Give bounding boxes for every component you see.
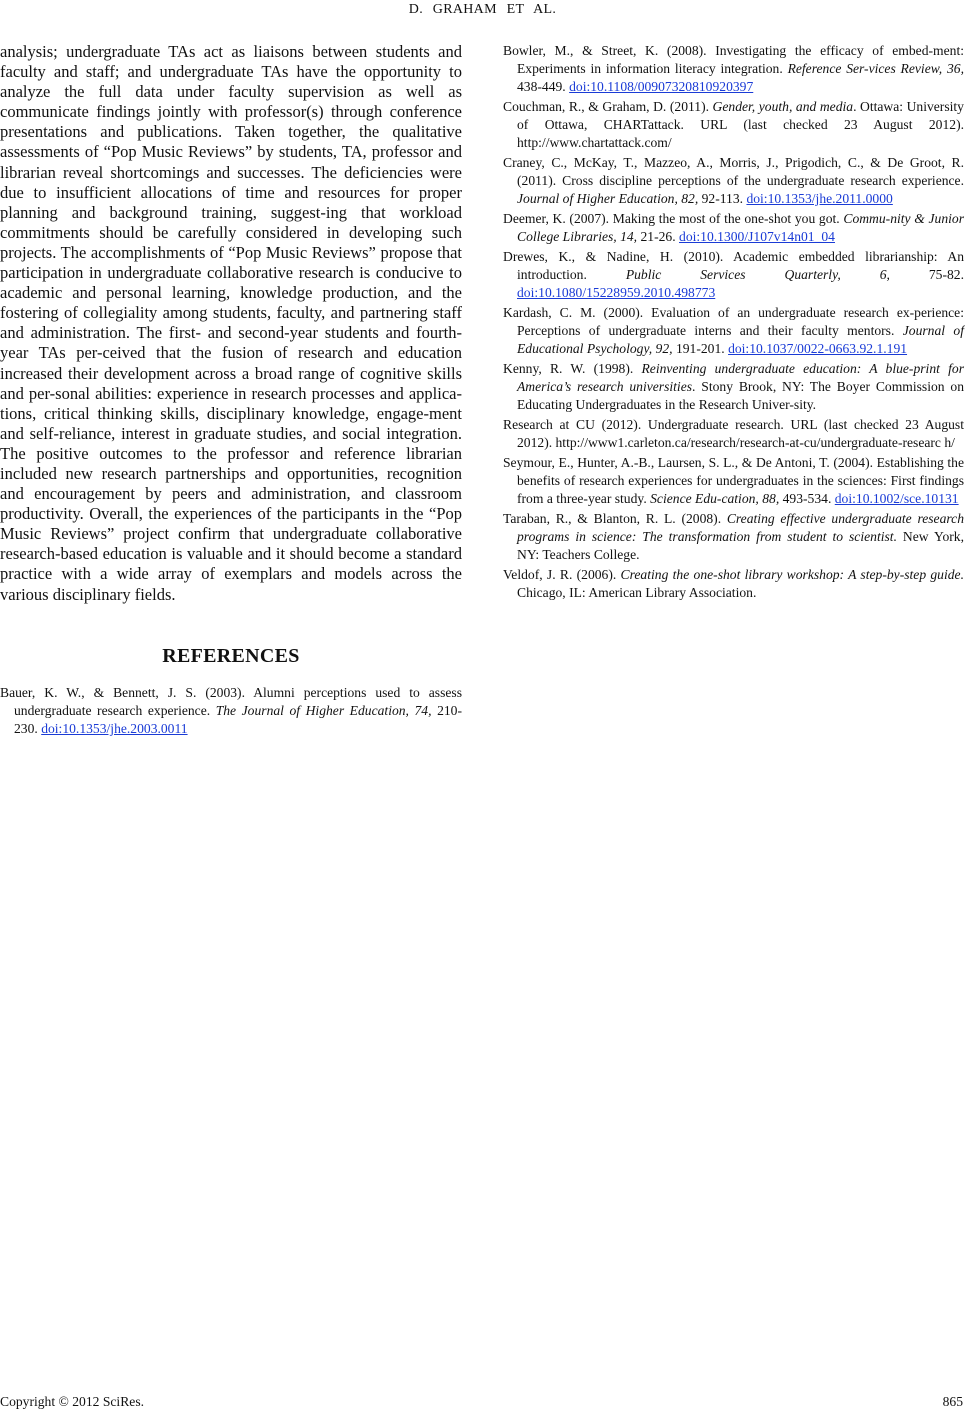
doi-link[interactable]: doi:10.1353/jhe.2011.0000 [746, 191, 893, 206]
reference-source: Commu-nity & Junior College Libraries, 14, [517, 211, 964, 244]
reference-source: Creating the one-shot library workshop: A step-by-step guide. [620, 567, 964, 582]
references-list-right [503, 42, 964, 602]
doi-link[interactable]: doi:10.1037/0022-0663.92.1.191 [728, 341, 908, 356]
reference-text: Kenny, R. W. (1998). [503, 361, 642, 376]
reference-entry [503, 416, 964, 452]
doi-link[interactable]: doi:10.1002/sce.10131 [834, 491, 959, 506]
reference-text: Seymour, E., Hunter, A.-B., Laursen, S. L., & De Antoni, T. (2004). Establishing the benefits of research experiences for undergraduates in the sciences: First findings from a three-year study. [503, 455, 964, 506]
reference-text: Craney, C., McKay, T., Mazzeo, A., Morris, J., Prigodich, C., & De Groot, R. (2011). Cross discipline perceptions of the undergraduate research experience. [503, 155, 964, 188]
doi-link[interactable]: doi:10.1080/15228959.2010.498773 [517, 285, 716, 300]
reference-entry [503, 98, 964, 152]
reference-text: Veldof, J. R. (2006). [503, 567, 621, 582]
reference-source: The Journal of Higher Education, 74, [215, 702, 432, 718]
reference-text: 92-113. [698, 191, 747, 206]
reference-text: . Ottawa: University of Ottawa, CHARTattack. URL (last checked 23 August 2012). http://www.chartattack.com/ [517, 99, 964, 150]
reference-entry [503, 42, 964, 96]
reference-source: Journal of Higher Education, 82, [517, 191, 699, 206]
reference-text: Taraban, R., & Blanton, R. L. (2008). [503, 511, 727, 526]
reference-entry [503, 454, 964, 508]
right-column [503, 42, 964, 604]
reference-text: Deemer, K. (2007). Making the most of the one-shot you got. [503, 211, 844, 226]
reference-source: Creating effective undergraduate research programs in science: The transformation from student to scientist. [517, 511, 964, 544]
left-column [0, 42, 462, 740]
reference-text: 21-26. [637, 229, 680, 244]
copyright-footer: Copyright © 2012 SciRes. [0, 1394, 145, 1409]
body-paragraph: analysis; undergraduate TAs act as liaisons between students and faculty and staff; and undergraduate TAs have the opportunity to analyze the full data under faculty supervision as well as communicate findings jointly with professor(s) through conference presentations and publications. Taken together, the qualitative assessments of “Pop Music Reviews” by students, TA, professor and librarian reveal shortcomings and successes. The deficiencies were due to insufficient allocations of time and resources for proper planning and background training, suggest-ing that workload commitments should be carefully considered in developing such projects. The accomplishments of “Pop Music Reviews” propose that participation in undergraduate collaborative research is conducive to academic and personal learning, knowledge production, and the fostering of collegiality among students, faculty, and partnering staff and administration. The first- and second-year students and fourth-year TAs per-ceived that the fusion of research and education increased their development across a broad range of cognitive skills and per-sonal abilities: experience in research processes and applica-tions, critical thinking skills, disciplinary knowledge, engage-ment and self-reliance, interest in graduate studies, and social integration. The positive outcomes to the professor and reference librarian included new research partnerships and opportunities, recognition and encouragement by peers and administration, and classroom productivity. Overall, the experiences of the participants in the “Pop Music Reviews” project confirm that undergraduate collaborative research-based education is valuable and it should become a standard practice with a wide array of exemplars and models across the various disciplinary fields. [0, 42, 462, 604]
doi-link[interactable]: doi:10.1300/J107v14n01_04 [679, 229, 835, 244]
reference-text: Bowler, M., & Street, K. (2008). Investigating the efficacy of embed-ment: Experiments in information literacy integration. [503, 43, 964, 76]
reference-source: Science Edu-cation, 88, [650, 491, 780, 506]
reference-entry [503, 360, 964, 414]
reference-entry [503, 566, 964, 602]
reference-text: Kardash, C. M. (2000). Evaluation of an undergraduate research ex-perience: Perceptions of undergraduate interns and their faculty mentors. [503, 305, 964, 338]
running-header: D. GRAHAM ET AL. [408, 2, 557, 17]
reference-entry [503, 304, 964, 358]
reference-text: Research at CU (2012). Undergraduate research. URL (last checked 23 August 2012). http://www1.carleton.ca/research/research-at-cu/undergraduate-researc h/ [503, 417, 964, 450]
reference-text: Drewes, K., & Nadine, H. (2010). Academic embedded librarianship: An introduction. [503, 249, 964, 282]
reference-text: 210-230. [14, 702, 462, 736]
reference-text: 438-449. [517, 79, 570, 94]
reference-source: Reference Ser-vices Review, 36, [787, 61, 964, 76]
reference-source: Gender, youth, and media [712, 99, 854, 114]
reference-entry [503, 154, 964, 208]
reference-source: Reinventing undergraduate education: A blue-print for America’s research universities [517, 361, 964, 394]
reference-text: 75-82. [889, 267, 964, 282]
reference-text: 191-201. [672, 341, 729, 356]
reference-text: Couchman, R., & Graham, D. (2011). [503, 99, 713, 114]
doi-link[interactable]: doi:10.1353/jhe.2003.0011 [41, 720, 188, 736]
references-list-left [0, 684, 462, 738]
reference-source: Public Services Quarterly, 6, [625, 267, 890, 282]
reference-source: Journal of Educational Psychology, 92, [517, 323, 965, 356]
reference-entry [503, 248, 964, 302]
reference-text: Bauer, K. W., & Bennett, J. S. (2003). Alumni perceptions used to assess undergraduate research experience. [0, 684, 462, 718]
reference-entry [503, 210, 964, 246]
page-number: 865 [942, 1394, 963, 1409]
reference-entry [503, 510, 964, 564]
reference-text: Chicago, IL: American Library Association. [517, 585, 757, 600]
reference-entry [0, 684, 462, 738]
references-heading: REFERENCES [162, 644, 300, 667]
reference-text: New York, NY: Teachers College. [517, 529, 964, 562]
doi-link[interactable]: doi:10.1108/00907320810920397 [569, 79, 754, 94]
reference-text: 493-534. [779, 491, 835, 506]
reference-text: . Stony Brook, NY: The Boyer Commission on Educating Undergraduates in the Research Univer-sity. [517, 379, 965, 412]
